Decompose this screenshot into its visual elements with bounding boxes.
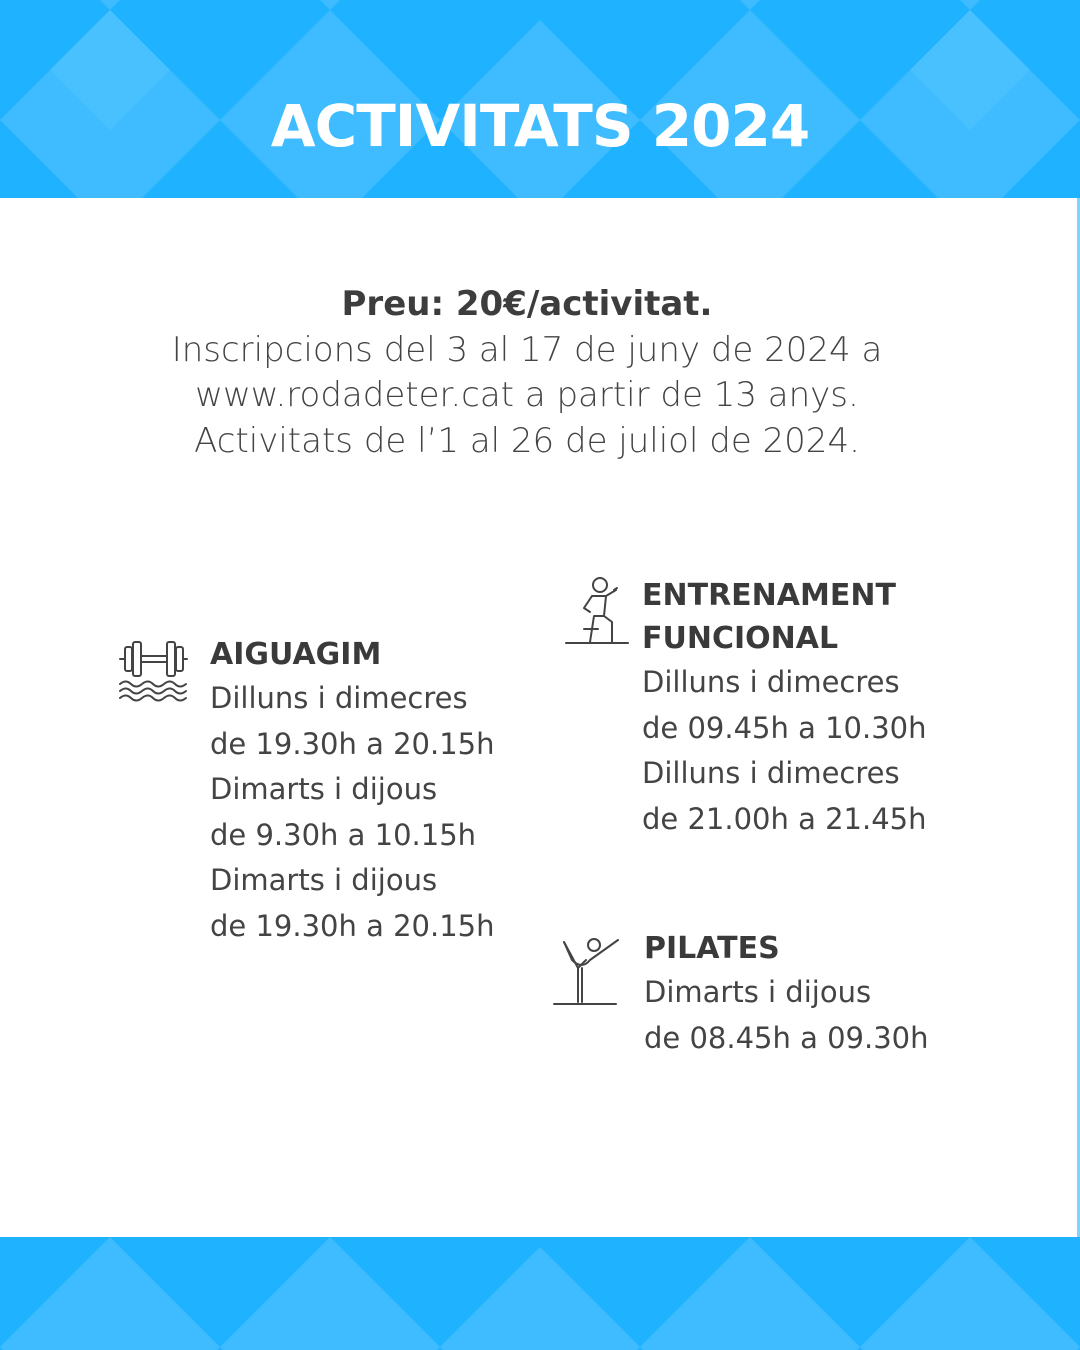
schedule-line: Dilluns i dimecres (642, 756, 900, 790)
activity-pilates (644, 927, 928, 1061)
step-exercise-icon (562, 574, 632, 648)
schedule-line: Dimarts i dijous (210, 772, 438, 806)
page-title: ACTIVITATS 2024 (270, 92, 810, 160)
schedule-line: de 08.45h a 09.30h (644, 1020, 929, 1055)
header-band (0, 0, 1080, 198)
schedule-line: Dilluns i dimecres (210, 681, 468, 715)
activity-name: ENTRENAMENT (642, 578, 896, 613)
schedule-line: Dimarts i dijous (210, 863, 438, 897)
schedule-line: de 19.30h a 20.15h (210, 908, 495, 943)
schedule-line: de 9.30h a 10.15h (210, 817, 477, 852)
diamond-pattern (0, 1237, 1080, 1350)
footer-band (0, 1237, 1080, 1350)
schedule-line: Dilluns i dimecres (642, 665, 900, 699)
dumbbell-water-icon (116, 638, 190, 704)
schedule-line: Dimarts i dijous (644, 975, 872, 1009)
intro-text (0, 282, 1054, 464)
activity-name: AIGUAGIM (210, 637, 382, 672)
intro-line: Activitats de l’1 al 26 de juliol de 2024. (194, 420, 860, 461)
schedule-line: de 19.30h a 20.15h (210, 726, 495, 761)
schedule-line: de 21.00h a 21.45h (642, 801, 927, 836)
intro-line: Inscripcions del 3 al 17 de juny de 2024 a (171, 329, 883, 370)
schedule-line: de 09.45h a 10.30h (642, 710, 927, 745)
activity-name: PILATES (644, 931, 780, 966)
pilates-pose-icon (552, 934, 624, 1008)
activity-name: FUNCIONAL (642, 621, 839, 656)
activity-entrenament-funcional (642, 574, 926, 842)
activity-aiguagim (210, 633, 494, 949)
price-line: Preu: 20€/activitat. (341, 284, 713, 324)
intro-line: www.rodadeter.cat a partir de 13 anys. (195, 375, 859, 415)
